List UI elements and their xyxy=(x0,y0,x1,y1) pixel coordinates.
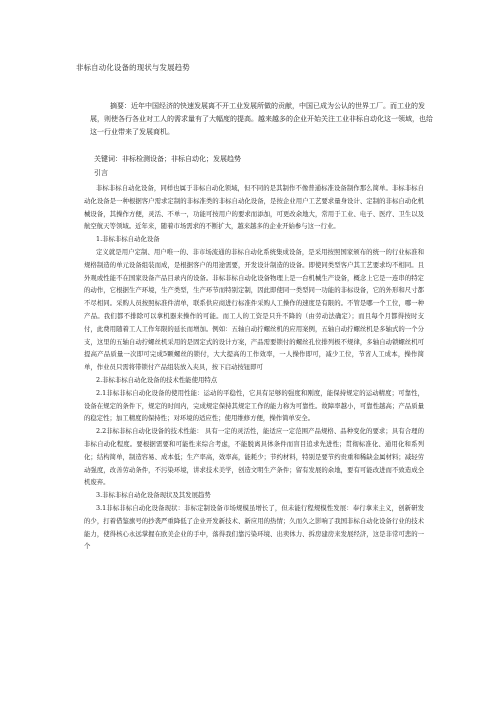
intro-heading: 引言 xyxy=(94,169,108,177)
paragraph: 3.1非标非标自动化设备现状：非标定制设备市场规模虽增长了，但未能行程规模性发展：奉行拿来主义，创新研发的少，打着借鉴旗号的抄袭严重降低了企业开发新技术、新应用的热情；久而久之影响了我国非标自动化设备行业的技术能力，使得核心永远掌握在欧美企业的手中，落得我们靠污染环境、出卖体力、拆房建房来发展经济，这是非常可悲的一个 xyxy=(84,503,424,551)
keywords: 关键词：非标检测设备；非标自动化；发展趋势 xyxy=(94,155,241,163)
paragraph: 2.2非标非标自动化设备的技术性能： 具有一定的灵活性，能适应一定范围产品规格、品种变化的要求；具有合理的非标自动化程度。要根据需要和可能性来综合考虑，不能脱离具体条件而盲目追求先进性；贯彻标准化、通用化和系列化；结构简单，制造容易、成本低；生产率高，效率高，能耗少；节约材料，特别是要节约贵重和稀缺金属材料；减轻劳动强度，改善劳动条件，不污染环境，讲求技术美学，创造文明生产条件；留有发展的余地，要有可能改进而不致造成全机废弃。 xyxy=(84,427,424,487)
body-text xyxy=(84,182,424,553)
section-heading: 1.非标非标自动化设备 xyxy=(96,235,160,244)
abstract-text: 摘要：近年中国经济的快速发展离不开工业发展所做的贡献，中国已成为公认的世界工厂。而工业的发展，则使各行各业对工人的需求量有了大幅度的提高。越来越多的企业开始关注工业非标自动化这一领域，也给这一行业带来了发展商机。 xyxy=(90,102,433,136)
paragraph: 非标非标自动化设备，同样也属于非标自动化领域，但不同的是其制作不像普通标准设备制作那么简单。非标非标自动化设备是一种根据客户需求定制的非标准类的非标自动化设备，是按企业用户工艺要求量身设计、定制的非标自动化机械设备，其操作方便，灵活、不单一，功能可按用户的要求而添加，可更改余地大，常用于工业、电子、医疗、卫生以及航空航天等领域。近年来，随着市场需求的不断扩大，越来越多的企业开始参与这一行业。 xyxy=(84,184,424,231)
document-title: 非标自动化设备的现状与发展趋势 xyxy=(76,63,190,72)
section-heading: 2.非标非标自动化设备的技术性能使用特点 xyxy=(96,375,218,384)
abstract xyxy=(90,100,434,139)
paragraph: 2.1非标非标自动化设备的使用性能：运动的平稳性，它具有足够的强度和刚度，能保持规定的运动精度；可靠性，设备在规定的条件下，规定的时间内，完成规定保持其规定工作的能力称为可靠性。故障率越小，可靠性越高；产品质量的稳定性；加工精度的保持性；对环境的适应性；使用维修方便，操作简单安全。 xyxy=(84,388,424,423)
paragraph: 定义就是用户定制、用户唯一的、非市场流通的非标自动化系统集成设备，是采用按照国家颁布的统一的行业标准和规格制造的单元设备组装而成，是根据客户的用途需要，开发设计制造的设备。即使同类型客户其工艺要求均不相同。且外观或性能不在国家设备产品目录内的设备。非标非标自动化设备物理上是一台机械生产设备，概念上它是一连串的特定的动作，它根据生产环境，生产类型，生产环节而特别定制，因此即使同一类型同一功能的非标设备，它的外形和尺寸都不尽相同。采购人员按照标准件清单，联系供应商进行标准件采购人工操作的速度是有限的。不管是哪一个工位，哪一种产品。我们都不排除可以拿机器来操作的可能。而工人的工资是只升不降的（由劳动法确定）；而且每个月都得按时支付，此费用随着工人工作年限的延长而增加。例如：五轴自动拧螺丝机的应用案例，五轴自动拧螺丝机是多轴式的一个分支，这里的五轴自动拧螺丝机采用的是固定式的设计方案，产品需要锁付的螺丝孔位排列极不规律，多轴自动锁螺丝机可提高产品质量一次即可完成5颗螺丝的锁付，大大提高的工作效率，一人操作即可，减少工位，节省人工成本，操作简单，作业员只需将带锁付产品组装放入夹具，按下启动按钮即可 xyxy=(84,247,424,372)
section-heading: 3.非标非标自动化设备现状及其发展趋势 xyxy=(96,491,211,500)
